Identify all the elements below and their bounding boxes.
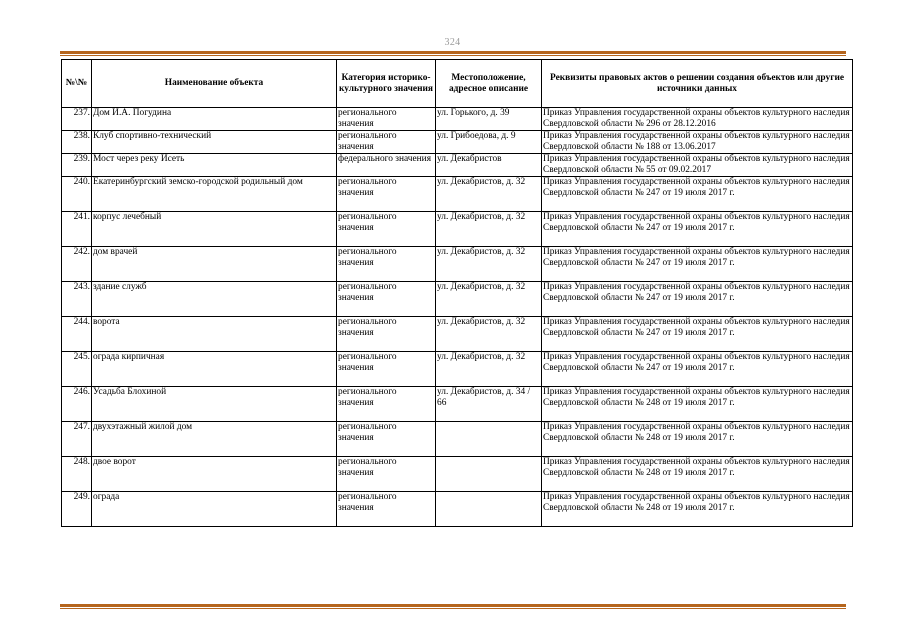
- row-number-cell: 247.: [62, 422, 92, 457]
- category-cell: регионального значения: [337, 457, 436, 492]
- bottom-rule: [60, 604, 846, 609]
- object-name-cell: ограда: [92, 492, 337, 527]
- top-rule: [60, 51, 846, 56]
- row-number-cell: 244.: [62, 317, 92, 352]
- row-number-cell: 237.: [62, 108, 92, 131]
- object-name-cell: двое ворот: [92, 457, 337, 492]
- table-row: [62, 212, 853, 247]
- category-cell: регионального значения: [337, 282, 436, 317]
- legal-act-cell: Приказ Управления государственной охраны объектов культурного наследия Свердловской области № 247 от 19 июля 2017 г.: [542, 247, 853, 282]
- heritage-registry-table: [61, 59, 853, 527]
- row-number-cell: 249.: [62, 492, 92, 527]
- table-row: [62, 247, 853, 282]
- row-number-cell: 246.: [62, 387, 92, 422]
- row-number-cell: 245.: [62, 352, 92, 387]
- legal-act-cell: Приказ Управления государственной охраны объектов культурного наследия Свердловской области № 296 от 28.12.2016: [542, 108, 853, 131]
- object-name-cell: дом врачей: [92, 247, 337, 282]
- object-name-cell: корпус лечебный: [92, 212, 337, 247]
- location-cell: ул. Декабристов, д. 34 / 66: [436, 387, 542, 422]
- table-row: [62, 282, 853, 317]
- bottom-rule-thick: [60, 604, 846, 607]
- header-location: Местоположение, адресное описание: [436, 60, 542, 108]
- object-name-cell: Дом И.А. Погудина: [92, 108, 337, 131]
- row-number-cell: 239.: [62, 154, 92, 177]
- category-cell: регионального значения: [337, 352, 436, 387]
- table-header-row: [62, 60, 853, 108]
- row-number-cell: 241.: [62, 212, 92, 247]
- header-object-name: Наименование объекта: [92, 60, 337, 108]
- top-rule-thick: [60, 51, 846, 54]
- legal-act-cell: Приказ Управления государственной охраны объектов культурного наследия Свердловской области № 248 от 19 июля 2017 г.: [542, 457, 853, 492]
- location-cell: ул. Грибоедова, д. 9: [436, 131, 542, 154]
- location-cell: [436, 422, 542, 457]
- legal-act-cell: Приказ Управления государственной охраны объектов культурного наследия Свердловской области № 247 от 19 июля 2017 г.: [542, 352, 853, 387]
- location-cell: ул. Декабристов: [436, 154, 542, 177]
- object-name-cell: Мост через реку Исеть: [92, 154, 337, 177]
- object-name-cell: ворота: [92, 317, 337, 352]
- table-row: [62, 108, 853, 131]
- table-row: [62, 422, 853, 457]
- table-row: [62, 154, 853, 177]
- row-number-cell: 242.: [62, 247, 92, 282]
- legal-act-cell: Приказ Управления государственной охраны объектов культурного наследия Свердловской области № 247 от 19 июля 2017 г.: [542, 317, 853, 352]
- row-number-cell: 240.: [62, 177, 92, 212]
- table-row: [62, 387, 853, 422]
- table-row: [62, 177, 853, 212]
- object-name-cell: ограда кирпичная: [92, 352, 337, 387]
- legal-act-cell: Приказ Управления государственной охраны объектов культурного наследия Свердловской области № 188 от 13.06.2017: [542, 131, 853, 154]
- object-name-cell: двухэтажный жилой дом: [92, 422, 337, 457]
- row-number-cell: 248.: [62, 457, 92, 492]
- header-legal-acts: Реквизиты правовых актов о решении создания объектов или другие источники данных: [542, 60, 853, 108]
- header-number: №\№: [62, 60, 92, 108]
- category-cell: регионального значения: [337, 131, 436, 154]
- location-cell: [436, 492, 542, 527]
- location-cell: ул. Декабристов, д. 32: [436, 212, 542, 247]
- table-body: [62, 108, 853, 527]
- table-row: [62, 492, 853, 527]
- page-number: 324: [444, 37, 461, 48]
- legal-act-cell: Приказ Управления государственной охраны объектов культурного наследия Свердловской области № 55 от 09.02.2017: [542, 154, 853, 177]
- location-cell: ул. Декабристов, д. 32: [436, 282, 542, 317]
- table-row: [62, 352, 853, 387]
- location-cell: ул. Декабристов, д. 32: [436, 352, 542, 387]
- legal-act-cell: Приказ Управления государственной охраны объектов культурного наследия Свердловской области № 247 от 19 июля 2017 г.: [542, 177, 853, 212]
- legal-act-cell: Приказ Управления государственной охраны объектов культурного наследия Свердловской области № 247 от 19 июля 2017 г.: [542, 212, 853, 247]
- legal-act-cell: Приказ Управления государственной охраны объектов культурного наследия Свердловской области № 248 от 19 июля 2017 г.: [542, 422, 853, 457]
- category-cell: регионального значения: [337, 177, 436, 212]
- category-cell: регионального значения: [337, 387, 436, 422]
- table-row: [62, 131, 853, 154]
- location-cell: ул. Декабристов, д. 32: [436, 317, 542, 352]
- header-category: Категория историко-культурного значения: [337, 60, 436, 108]
- object-name-cell: здание служб: [92, 282, 337, 317]
- category-cell: федерального значения: [337, 154, 436, 177]
- category-cell: регионального значения: [337, 108, 436, 131]
- row-number-cell: 238.: [62, 131, 92, 154]
- location-cell: ул. Декабристов, д. 32: [436, 247, 542, 282]
- bottom-rule-thin: [60, 608, 846, 609]
- table-row: [62, 317, 853, 352]
- legal-act-cell: Приказ Управления государственной охраны объектов культурного наследия Свердловской области № 248 от 19 июля 2017 г.: [542, 492, 853, 527]
- location-cell: [436, 457, 542, 492]
- top-rule-thin: [60, 55, 846, 56]
- category-cell: регионального значения: [337, 247, 436, 282]
- table-row: [62, 457, 853, 492]
- category-cell: регионального значения: [337, 492, 436, 527]
- category-cell: регионального значения: [337, 422, 436, 457]
- object-name-cell: Клуб спортивно-технический: [92, 131, 337, 154]
- category-cell: регионального значения: [337, 212, 436, 247]
- object-name-cell: Усадьба Блохиной: [92, 387, 337, 422]
- object-name-cell: Екатеринбургский земско-городской родильный дом: [92, 177, 337, 212]
- location-cell: ул. Горького, д. 39: [436, 108, 542, 131]
- category-cell: регионального значения: [337, 317, 436, 352]
- legal-act-cell: Приказ Управления государственной охраны объектов культурного наследия Свердловской области № 248 от 19 июля 2017 г.: [542, 387, 853, 422]
- legal-act-cell: Приказ Управления государственной охраны объектов культурного наследия Свердловской области № 247 от 19 июля 2017 г.: [542, 282, 853, 317]
- row-number-cell: 243.: [62, 282, 92, 317]
- location-cell: ул. Декабристов, д. 32: [436, 177, 542, 212]
